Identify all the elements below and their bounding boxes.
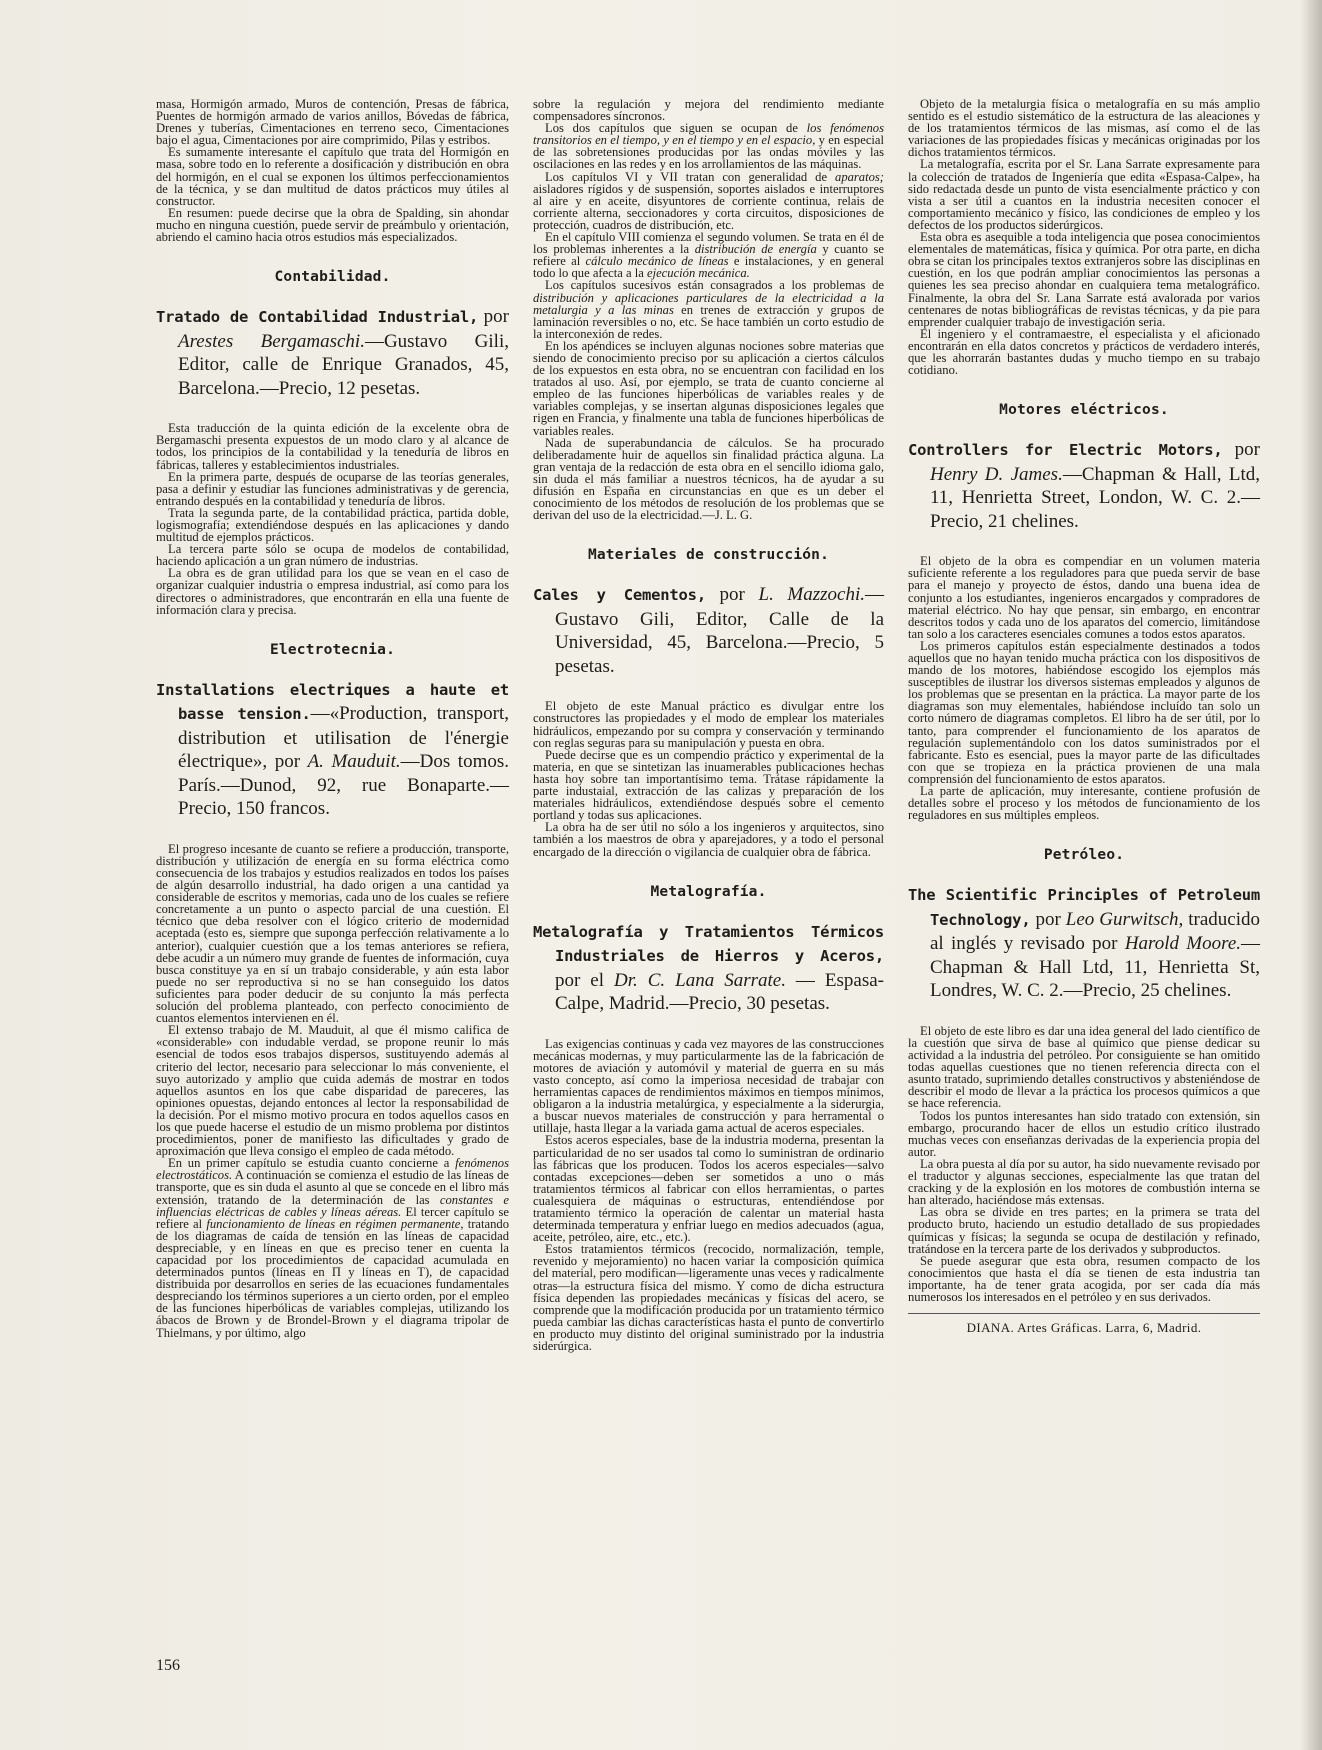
paragraph: La parte de aplicación, muy interesante, contiene profusión de detalles sobre el proceso y los métodos de funcionamiento de los reguladores en sus múltiples empleos. (908, 784, 1260, 823)
book-publisher: —Gustavo Gili, Editor, calle de Enrique Granados, 45, Barcelona.—Precio, 12 pesetas. (178, 330, 509, 399)
paragraph: La obra ha de ser útil no sólo a los ingenieros y arquitectos, sino también a los maestros de obra y aparejadores, y a todo el personal encargado de la dirección o vigilancia de cualquier obra de fábrica. (533, 820, 884, 859)
section-heading-motores: Motores eléctricos. (999, 402, 1169, 419)
column-right (908, 98, 1260, 1334)
paragraph: En resumen: puede decirse que la obra de Spalding, sin ahondar mucho en ninguna cuestión, puede servir de preámbulo y orientación, abriendo el camino hacia otros estudios más especializados. (156, 205, 509, 245)
printer-imprint: DIANA. Artes Gráficas. Larra, 6, Madrid. (966, 1320, 1202, 1336)
paragraph: La tercera parte sólo se ocupa de modelos de contabilidad, haciendo aplicación a un gran número de industrias. (156, 542, 509, 569)
book-entry-title (533, 583, 884, 678)
paragraph: El extenso trabajo de M. Mauduit, al que él mismo califica de «considerable» con indudable verdad, se propone reunir lo más esencial de todos esos trabajos dispersos, sustituyendo además al criterio del lector, necesario para seleccionar lo más conveniente, el suyo autorizado y amplio que cuida además de mostrar en todos aquellos asuntos en los que cabe disparidad de pareceres, las opiniones opuestas, dejando entonces al lector la responsabilidad de la decisión. Por el mismo motivo procura en todos aquellos casos en los que puede hacerse el estudio de un mismo problema por distintos procedimientos, poner de manifiesto las dificultades y grado de aproximación que lleva consigo el empleo de cada método. (156, 1023, 509, 1159)
paragraph: Los dos capítulos que siguen se ocupan de los fenómenos transitorios en el tiempo, y en el tiempo y en el espacio, y en especial de las sobretensiones producidas por las ondas móviles y las oscilaciones en las redes y en los arrollamientos de las máquinas. (533, 121, 884, 172)
paragraph: La metalografía, escrita por el Sr. Lana Sarrate expresamente para la colección de tratados de Ingeniería que edita «Espasa-Calpe», ha sido redactada desde un punto de vista esencialmente práctico y con vista a ser útil a cuantos en la industria necesiten conocer el comportamiento mecánico y físico, las condiciones de empleo y los defectos de los productos siderúrgicos. (908, 157, 1260, 232)
book-publisher: —Chapman & Hall, Ltd, 11, Henrietta Street, London, W. C. 2.—Precio, 21 chelines. (930, 463, 1260, 532)
page-number: 156 (156, 1657, 180, 1674)
section-heading-petroleo: Petróleo. (1043, 847, 1125, 864)
paragraph: En la primera parte, después de ocuparse de las teorías generales, pasa a definir y estudiar las funciones administrativas y de gerencia, entrando después en la contabilidad y teneduría de libros. (156, 469, 509, 508)
paragraph: masa, Hormigón armado, Muros de contención, Presas de fábrica, Puentes de hormigón armado de varios anillos, Bóvedas de fábrica, Drenes y tuberías, Cimentaciones en terreno seco, Cimentaciones bajo el agua, Cimentaciones por aire comprimido, Pilas y estribos. (156, 97, 509, 148)
paragraph: El objeto de este libro es dar una idea general del lado científico de la cuestión que sirva de base al químico que piense dedicar su actividad a la industria del petróleo. Por consiguiente se han omitido todas aquellas cuestiones que no tienen referencia directa con el asunto tratado, suprimiendo detalles constructivos y absteniéndose de describir el modo de llevar a la práctica los procesos químicos a que se hace referencia. (908, 1023, 1260, 1111)
book-author: Dr. C. Lana Sarrate. (614, 969, 786, 991)
section-heading-contabilidad: Contabilidad. (274, 269, 391, 286)
paragraph: Los capítulos sucesivos están consagrados a los problemas de distribución y aplicaciones particulares de la electricidad a la metalurgia y a las minas en trenes de extracción y grupos de laminación reversibles o no, etc. Se hace también un corto estudio de la interconexión de redes. (533, 278, 884, 341)
divider (908, 1313, 1260, 1314)
title-connector: por (705, 584, 759, 606)
paragraph: Las exigencias continuas y cada vez mayores de las construcciones mecánicas modernas, y muy particularmente las de la fabricación de motores de aviación y automóvil y material de guerra en su más vasto concepto, así como la imperiosa necesidad de trabajar con herramientas capaces de rendimientos máximos en tiempos mínimos, obligaron a la industria metalúrgica, y especialmente a la siderurgia, a buscar nuevos materiales de construcción y para herramental o utillaje, hasta llegar a la variada gama actual de aceros especiales. (533, 1036, 884, 1136)
book-author: A. Mauduit. (307, 751, 401, 773)
paragraph: El ingeniero y el contramaestre, el especialista y el aficionado encontrarán en ella datos concretos y prácticos de verdadero interés, que les ahorrarán bastantes dudas y mucho tiempo en su trabajo cotidiano. (908, 326, 1260, 378)
title-connector: por el (555, 969, 614, 991)
title-connector: por (1030, 908, 1066, 930)
paragraph: Las obra se divide en tres partes; en la primera se trata del producto bruto, haciendo un estudio detallado de sus propiedades químicas y físicas; la segunda se ocupa de destilación y refinado, tratándose en la tercera parte de los derivados y subproductos. (908, 1205, 1260, 1256)
paragraph: Se puede asegurar que esta obra, resumen compacto de los conocimientos que hasta el día se tienen de esta industria tan importante, ha de tener grata acogida, por ser cada día más numerosos los interesados en el petróleo y en sus derivados. (908, 1253, 1260, 1304)
book-publisher: — Espasa-Calpe, Madrid.—Precio, 30 pesetas. (555, 969, 885, 1015)
paragraph: En el capítulo VIII comienza el segundo volumen. Se trata en él de los problemas inherentes a la distribución de energía y cuanto se refiere al cálculo mecánico de líneas e instalaciones, y en general todo lo que afecta a la ejecución mecánica. (533, 230, 884, 281)
book-entry-title (156, 678, 509, 821)
paragraph: Los primeros capítulos están especialmente destinados a todos aquellos que no hayan tenido mucha práctica con los dispositivos de mando de los motores, habiéndose escogido los ejemplos más susceptibles de ilustrar los diversos sistemas empleados y algunos de los problemas que se presentan en la práctica. La mayor parte de los diagramas son muy elementales, habiéndose incluído tan solo un corto número de diagramas completos. El libro ha de ser útil, por lo tanto, para comprender el funcionamiento de los aparatos de regulación suplementándolo con los datos suministrados por el fabricante. Esto es esencial, pues la mayor parte de las dificultades con que se tropieza en la práctica provienen de una mala comprensión del funcionamiento de estos aparatos. (908, 638, 1260, 786)
page-edge-shadow (1300, 0, 1322, 1750)
paragraph: En un primer capítulo se estudia cuanto concierne a fenómenos electrostáticos. A continuación se comienza el estudio de las líneas de transporte, que es sin duda el asunto al que se concede en el libro más extensión, tratando de la determinación de las constantes e influencias eléctricas de cables y líneas aéreas. El tercer capítulo se refiere al funcionamiento de líneas en régimen permanente, tratando de los diagramas de caída de tensión en las líneas de capacidad despreciable, y en líneas en que es preciso tener en cuenta la capacidad por los procedimientos de capacidad acumulada en determinados puntos (líneas en Π y líneas en T), de capacidad distribuida por desarrollos en series de las ecuaciones fundamentales despreciando los términos superiores a un cierto orden, por el empleo de las funciones hiperbólicas de variables complejas, utilizando los ábacos de Brown y de Brondel-Brown y el diagrama tripolar de Thielmans, y por último, algo (156, 1156, 509, 1340)
book-publisher: —Gustavo Gili, Editor, Calle de la Universidad, 45, Barcelona.—Precio, 5 pesetas. (555, 584, 884, 677)
paragraph: El progreso incesante de cuanto se refiere a producción, transporte, distribución y utilización de energía en su forma eléctrica como consecuencia de los trabajos y estudios realizados en todos los países de algún desarrollo industrial, ha dado origen a una cantidad ya considerable de escritos y memorias, cada uno de los cuales se refiere concretamente a un punto o aspecto parcial de una cuestión. El técnico que deba resolver con el lógico criterio de modernidad aceptada (esto es, siempre que suponga perfección relativamente a lo anterior), cualquier cuestión que a los temas anteriores se refiera, debe acudir a un número muy grande de fuentes de información, cuya busca constituye ya en sí un trabajo considerable, y aún esta labor puede no ser reproductiva si no se han conseguido los datos suficientes para poder deducir de su conjunto la más perfecta solución del problema planteado, con perfecto conocimiento de cuantos elementos intervienen en él. (156, 841, 509, 1026)
paragraph: Todos los puntos interesantes han sido tratado con extensión, sin embargo, procurando hacer de ellos un estudio crítico ilustrado muchas veces con enseñanzas derivadas de la experiencia propia del autor. (908, 1108, 1260, 1159)
book-publisher: —Dos tomos. París.—Dunod, 92, rue Bonaparte.—Precio, 150 francos. (178, 751, 509, 820)
paragraph: Es sumamente interesante el capítulo que trata del Hormigón en masa, sobre todo en lo referente a dosificación y distribución en obra del hormigón, en el cual se exponen los últimos perfeccionamientos de la técnica, y se dan multitud de datos prácticos muy útiles al constructor. (156, 145, 509, 208)
book-title: Controllers for Electric Motors, (908, 441, 1223, 460)
paragraph: Nada de superabundancia de cálculos. Se ha procurado deliberadamente huir de aquellos sin finalidad práctica alguna. La gran ventaja de la redacción de esta obra en el sencillo idioma galo, sin duda el más familiar a nuestros técnicos, ha de ayudar a su difusión en España en circunstancias en que es un deber el conocimiento de los métodos de resolución de los problemas que se derivan del uso de la electricidad.—J. L. G. (533, 435, 884, 523)
paragraph: Objeto de la metalurgia física o metalografía en su más amplio sentido es el estudio sistemático de la estructura de las aleaciones y de los tratamientos térmicos de las mismas, así como el de las variaciones de las propiedades físicas y mecánicas originadas por los dichos tratamientos térmicos. (908, 97, 1260, 160)
paragraph: En los apéndices se incluyen algunas nociones sobre materias que siendo de conocimiento preciso por su aplicación a ciertos cálculos de los expuestos en esta obra, no se encuentran con facilidad en los tratados al uso. Así, por ejemplo, se trata de cuanto concierne al empleo de las funciones hiperbólicas de variables reales y de variables complejas, y se insertan algunas disposiciones legales que rigen en Francia, y finalmente una tabla de funciones hiperbólicas de variables reales. (533, 338, 884, 438)
book-title: Metalografía y Tratamientos Térmicos Industriales de Hierros y Aceros, (533, 922, 884, 966)
paragraph: Estos aceros especiales, base de la industria moderna, presentan la particularidad de no ser usados tal como lo suministran de ordinario las fábricas que los producen. Todos los aceros especiales—salvo contadas excepciones—deben ser sometidos a uno o más tratamientos térmicos al fabricar con ellos herramientas, o partes cualesquiera de máquinas o estructuras, entendiéndose por tratamiento térmico la operación de calentar un material hasta determinada temperatura y enfriar luego en medios adecuados (agua, aceite, petróleo, aire, etc., etc.). (533, 1133, 884, 1245)
book-title: Tratado de Contabilidad Industrial, (156, 308, 479, 327)
section-heading-electrotecnia: Electrotecnia. (269, 641, 396, 658)
paragraph: Esta obra es asequible a toda inteligencia que posea conocimientos elementales de matemáticas, física y química. Por otra parte, en dicha obra se citan los principales textos extranjeros sobre las disciplinas en cuestión, en los que podrán ampliar conocimientos las personas a quienes les sea preciso ahondar en cualquiera tema metalográfico. Finalmente, la obra del Sr. Lana Sarrate está avalorada por varios centenares de notas bibliográficas de revistas técnicas, y da pie para emprender cualquier trabajo de investigación seria. (908, 230, 1260, 329)
book-author: Arestes Bergamaschi. (178, 330, 365, 352)
section-heading-materiales: Materiales de construcción. (587, 547, 830, 564)
paragraph: Puede decirse que es un compendio práctico y experimental de la materia, en que se sintetizan las inuamerables publicaciones hechas hasta hoy sobre tan importantísimo tema. Trátase rápidamente la parte industaial, extracción de las calizas y preparación de los materiales hidráulicos, extendiéndose después sobre el cemento portland y todas sus aplicaciones. (533, 747, 884, 823)
title-connector: por (478, 306, 509, 328)
paragraph: Los capítulos VI y VII tratan con generalidad de aparatos; aisladores rígidos y de suspensión, soportes aislados e interruptores al aire y en aceite, disyuntores de corriente continua, relais de corriente alterna, seccionadores y corta circuitos, disposiciones de protección, cuadros de distribución, etc. (533, 169, 884, 232)
paragraph: Trata la segunda parte, de la contabilidad práctica, partida doble, logismografía; extendiéndose después en las aplicaciones y dando multitud de ejemplos prácticos. (156, 505, 509, 545)
book-title: Cales y Cementos, (533, 586, 706, 605)
book-publisher: —Chapman & Hall Ltd, 11, Henrietta St, Londres, W. C. 2.—Precio, 25 chelines. (930, 933, 1261, 1002)
book-entry-title (156, 305, 509, 400)
paragraph: sobre la regulación y mejora del rendimiento mediante compensadores síncronos. (533, 97, 884, 124)
book-author: L. Mazzochi. (758, 584, 865, 606)
title-connector: por (1222, 439, 1261, 461)
book-translator: Harold Moore. (1124, 933, 1242, 955)
book-author: Leo Gurwitsch, (1065, 908, 1184, 930)
title-connector: traducido al inglés y revisado por (930, 908, 1260, 955)
paragraph: El objeto de este Manual práctico es divulgar entre los constructores las propiedades y el modo de emplear los materiales hidráulicos, empezando por su compra y conservación y terminando con reglas seguras para su manipulación y puesta en obra. (533, 699, 884, 750)
book-author: Henry D. James. (930, 463, 1063, 485)
paragraph: La obra es de gran utilidad para los que se vean en el caso de organizar cualquier industria o empresa industrial, así como para los directores o administradores, que encontrarán en ella una fuente de información clara y precisa. (156, 566, 509, 617)
paragraph: Esta traducción de la quinta edición de la excelente obra de Bergamaschi presenta expuestos de un modo claro y al alcance de todos, los principios de la contabilidad y la teneduría de libros en fábricas, talleres y establecimientos industriales. (156, 421, 509, 472)
book-entry-title (908, 883, 1260, 1003)
book-subtitle: —«Production, transport, distribution et utilisation de l'énergie électrique», por (178, 703, 509, 773)
paragraph: El objeto de la obra es compendiar en un volumen materia suficiente referente a los reguladores para que pueda servir de base para el manejo y proyecto de éstos, dando una buena idea de conjunto a los estudiantes, ingenieros encargados y compradores de material eléctrico. No hay que pensar, sin embargo, en encontrar descritos todos y cada uno de los aparatos del comercio, limitándose tan solo a los caracteres esenciales comunes a todos estos aparatos. (908, 554, 1260, 641)
paragraph: Estos tratamientos térmicos (recocido, normalización, temple, revenido y mejoramiento) no hacen variar la composición química del material, pero modifican—ligeramente unas veces y radicalmente otras—la estructura física del mismo. Y como de dicha estructura física dependen las propiedades mecánicas y físicas del acero, se comprende que la modificación producida por un tratamiento térmico pueda cambiar las dichas características hasta el punto de convertirlo en producto muy distinto del original suministrado por la industria siderúrgica. (533, 1242, 884, 1354)
section-heading-metalografia: Metalografía. (650, 883, 767, 900)
book-entry-title (908, 438, 1260, 533)
book-entry-title (533, 920, 884, 1016)
paragraph: La obra puesta al día por su autor, ha sido nuevamente revisado por el traductor y algunas secciones, especialmente las que tratan del cracking y de la explosión en los motores de combustión interna se han alterado, haciéndose más extensas. (908, 1156, 1260, 1208)
book-title: The Scientific Principles of Petroleum Technology, (908, 886, 1260, 929)
book-title: Installations electriques a haute et basse tension. (156, 680, 509, 724)
column-middle (533, 98, 884, 1352)
column-left (156, 98, 509, 1339)
